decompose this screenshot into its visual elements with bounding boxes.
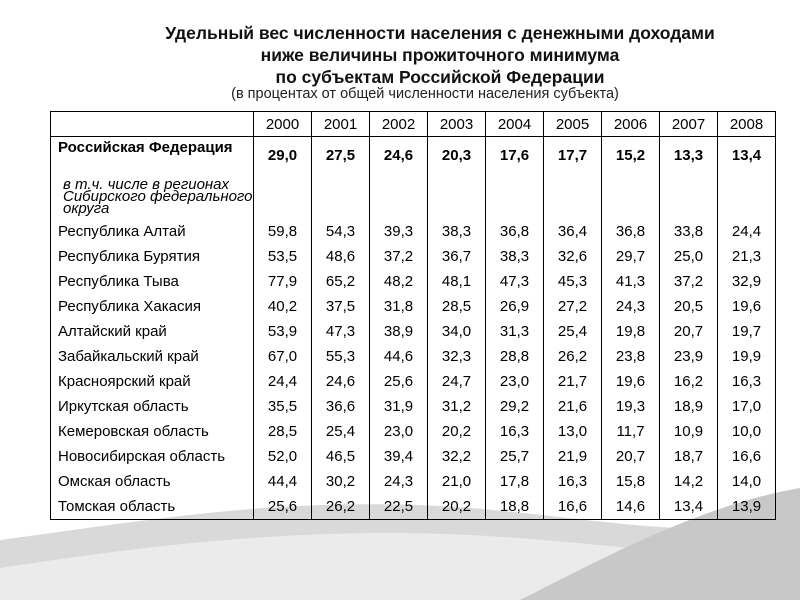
table-cell: 16,2: [660, 369, 718, 394]
table-cell: 20,7: [602, 444, 660, 469]
region-name: Республика Хакасия: [51, 294, 254, 319]
table-cell: 19,8: [602, 319, 660, 344]
table-cell: 37,2: [370, 244, 428, 269]
table-cell: 24,7: [428, 369, 486, 394]
table-cell: 55,3: [312, 344, 370, 369]
table-cell: 14,0: [718, 469, 776, 494]
year-header-row: [51, 112, 776, 137]
table-cell: 53,5: [254, 244, 312, 269]
table-cell: 20,5: [660, 294, 718, 319]
table-cell: 25,6: [254, 494, 312, 520]
table-cell: 13,9: [718, 494, 776, 520]
year-header: 2007: [660, 112, 718, 137]
table-cell: 48,2: [370, 269, 428, 294]
table-cell: 47,3: [486, 269, 544, 294]
table-cell: 39,4: [370, 444, 428, 469]
table-cell: 15,8: [602, 469, 660, 494]
table-cell: 23,9: [660, 344, 718, 369]
table-cell: 46,5: [312, 444, 370, 469]
region-name: Томская область: [51, 494, 254, 520]
table-cell: 52,0: [254, 444, 312, 469]
region-name: Омская область: [51, 469, 254, 494]
table-cell: 17,8: [486, 469, 544, 494]
table-cell: 21,3: [718, 244, 776, 269]
table-cell: 28,8: [486, 344, 544, 369]
table-cell: 36,8: [486, 219, 544, 244]
table-cell: 31,8: [370, 294, 428, 319]
page-subtitle: (в процентах от общей численности населения субъекта): [231, 86, 619, 102]
table-cell: 35,5: [254, 394, 312, 419]
table-cell: 77,9: [254, 269, 312, 294]
table-cell: 13,4: [718, 137, 776, 219]
table-cell: 24,3: [370, 469, 428, 494]
table-cell: 36,6: [312, 394, 370, 419]
table-cell: 29,7: [602, 244, 660, 269]
region-name: Иркутская область: [51, 394, 254, 419]
year-header: 2008: [718, 112, 776, 137]
table-cell: 13,0: [544, 419, 602, 444]
table-row: [51, 244, 776, 269]
table-cell: 45,3: [544, 269, 602, 294]
table-cell: 23,8: [602, 344, 660, 369]
table-cell: 28,5: [254, 419, 312, 444]
table-cell: 17,7: [544, 137, 602, 219]
table-cell: 20,2: [428, 494, 486, 520]
table-cell: 37,2: [660, 269, 718, 294]
table-cell: 25,4: [312, 419, 370, 444]
table-row: [51, 294, 776, 319]
table-cell: 31,2: [428, 394, 486, 419]
table-cell: 18,9: [660, 394, 718, 419]
year-header: 2004: [486, 112, 544, 137]
table-cell: 21,0: [428, 469, 486, 494]
region-rows: [51, 219, 776, 520]
table-cell: 19,7: [718, 319, 776, 344]
table-cell: 38,3: [428, 219, 486, 244]
table-cell: 16,3: [486, 419, 544, 444]
table-cell: 33,8: [660, 219, 718, 244]
table-cell: 20,2: [428, 419, 486, 444]
table-row: [51, 369, 776, 394]
table-cell: 59,8: [254, 219, 312, 244]
table-row: [51, 219, 776, 244]
table-cell: 24,4: [254, 369, 312, 394]
table-cell: 19,6: [602, 369, 660, 394]
table-cell: 36,8: [602, 219, 660, 244]
table-cell: 26,2: [312, 494, 370, 520]
table-cell: 28,5: [428, 294, 486, 319]
table-cell: 36,7: [428, 244, 486, 269]
region-name: Новосибирская область: [51, 444, 254, 469]
table-cell: 15,2: [602, 137, 660, 219]
table-cell: 29,2: [486, 394, 544, 419]
federation-name: Российская Федерация: [51, 137, 254, 179]
table-cell: 21,7: [544, 369, 602, 394]
year-header: 2003: [428, 112, 486, 137]
table-cell: 30,2: [312, 469, 370, 494]
poverty-table: [50, 111, 776, 520]
region-name: Республика Алтай: [51, 219, 254, 244]
year-header: 2002: [370, 112, 428, 137]
table-cell: 20,7: [660, 319, 718, 344]
table-cell: 23,0: [486, 369, 544, 394]
table-cell: 21,9: [544, 444, 602, 469]
table-cell: 25,7: [486, 444, 544, 469]
table-row: [51, 444, 776, 469]
table-cell: 21,6: [544, 394, 602, 419]
table-row: [51, 419, 776, 444]
table-cell: 65,2: [312, 269, 370, 294]
year-header: 2006: [602, 112, 660, 137]
table-row: [51, 394, 776, 419]
table-cell: 32,2: [428, 444, 486, 469]
table-row: [51, 344, 776, 369]
federation-note: в т.ч. числе в регионах Сибирского федерального округа: [51, 179, 254, 219]
table-cell: 19,3: [602, 394, 660, 419]
table-cell: 47,3: [312, 319, 370, 344]
region-name: Алтайский край: [51, 319, 254, 344]
table-cell: 53,9: [254, 319, 312, 344]
table-cell: 16,3: [544, 469, 602, 494]
table-cell: 34,0: [428, 319, 486, 344]
table-cell: 24,3: [602, 294, 660, 319]
table-cell: 36,4: [544, 219, 602, 244]
title-line: ниже величины прожиточного минимума: [260, 45, 620, 65]
year-header: 2005: [544, 112, 602, 137]
region-name: Республика Тыва: [51, 269, 254, 294]
table-cell: 32,9: [718, 269, 776, 294]
table-row: [51, 469, 776, 494]
table-cell: 13,4: [660, 494, 718, 520]
table-cell: 17,6: [486, 137, 544, 219]
table-cell: 32,3: [428, 344, 486, 369]
table-cell: 38,3: [486, 244, 544, 269]
table-cell: 32,6: [544, 244, 602, 269]
table-cell: 14,2: [660, 469, 718, 494]
table-cell: 48,6: [312, 244, 370, 269]
title-line: по субъектам Российской Федерации: [275, 67, 605, 87]
table-cell: 25,4: [544, 319, 602, 344]
table-cell: 10,9: [660, 419, 718, 444]
table-cell: 39,3: [370, 219, 428, 244]
table-cell: 27,5: [312, 137, 370, 219]
table-cell: 19,9: [718, 344, 776, 369]
table-cell: 44,6: [370, 344, 428, 369]
region-name: Красноярский край: [51, 369, 254, 394]
table-cell: 25,0: [660, 244, 718, 269]
table-cell: 44,4: [254, 469, 312, 494]
table-cell: 67,0: [254, 344, 312, 369]
table-cell: 54,3: [312, 219, 370, 244]
table-cell: 38,9: [370, 319, 428, 344]
page-title: [0, 22, 800, 88]
region-name: Республика Бурятия: [51, 244, 254, 269]
table-cell: 22,5: [370, 494, 428, 520]
table-cell: 27,2: [544, 294, 602, 319]
table-cell: 31,9: [370, 394, 428, 419]
table-cell: 37,5: [312, 294, 370, 319]
table-cell: 26,9: [486, 294, 544, 319]
table-cell: 16,6: [544, 494, 602, 520]
table-cell: 19,6: [718, 294, 776, 319]
table-cell: 24,4: [718, 219, 776, 244]
table-cell: 48,1: [428, 269, 486, 294]
table-cell: 24,6: [312, 369, 370, 394]
table-row: [51, 319, 776, 344]
table-cell: 29,0: [254, 137, 312, 219]
table-cell: 14,6: [602, 494, 660, 520]
table-row: [51, 494, 776, 520]
table-cell: 26,2: [544, 344, 602, 369]
table-cell: 23,0: [370, 419, 428, 444]
year-header: 2000: [254, 112, 312, 137]
table-cell: 16,3: [718, 369, 776, 394]
title-line: Удельный вес численности населения с денежными доходами: [165, 23, 715, 43]
federation-row: [51, 137, 776, 179]
table-cell: 31,3: [486, 319, 544, 344]
year-header: 2001: [312, 112, 370, 137]
table-cell: 10,0: [718, 419, 776, 444]
table-cell: 24,6: [370, 137, 428, 219]
table-row: [51, 269, 776, 294]
table-cell: 17,0: [718, 394, 776, 419]
table-cell: 41,3: [602, 269, 660, 294]
table-cell: 13,3: [660, 137, 718, 219]
table-cell: 25,6: [370, 369, 428, 394]
region-name: Кемеровская область: [51, 419, 254, 444]
table-cell: 40,2: [254, 294, 312, 319]
header-corner: [51, 112, 254, 137]
region-name: Забайкальский край: [51, 344, 254, 369]
table-cell: 16,6: [718, 444, 776, 469]
table-cell: 18,7: [660, 444, 718, 469]
table-cell: 11,7: [602, 419, 660, 444]
table-cell: 20,3: [428, 137, 486, 219]
table-cell: 18,8: [486, 494, 544, 520]
